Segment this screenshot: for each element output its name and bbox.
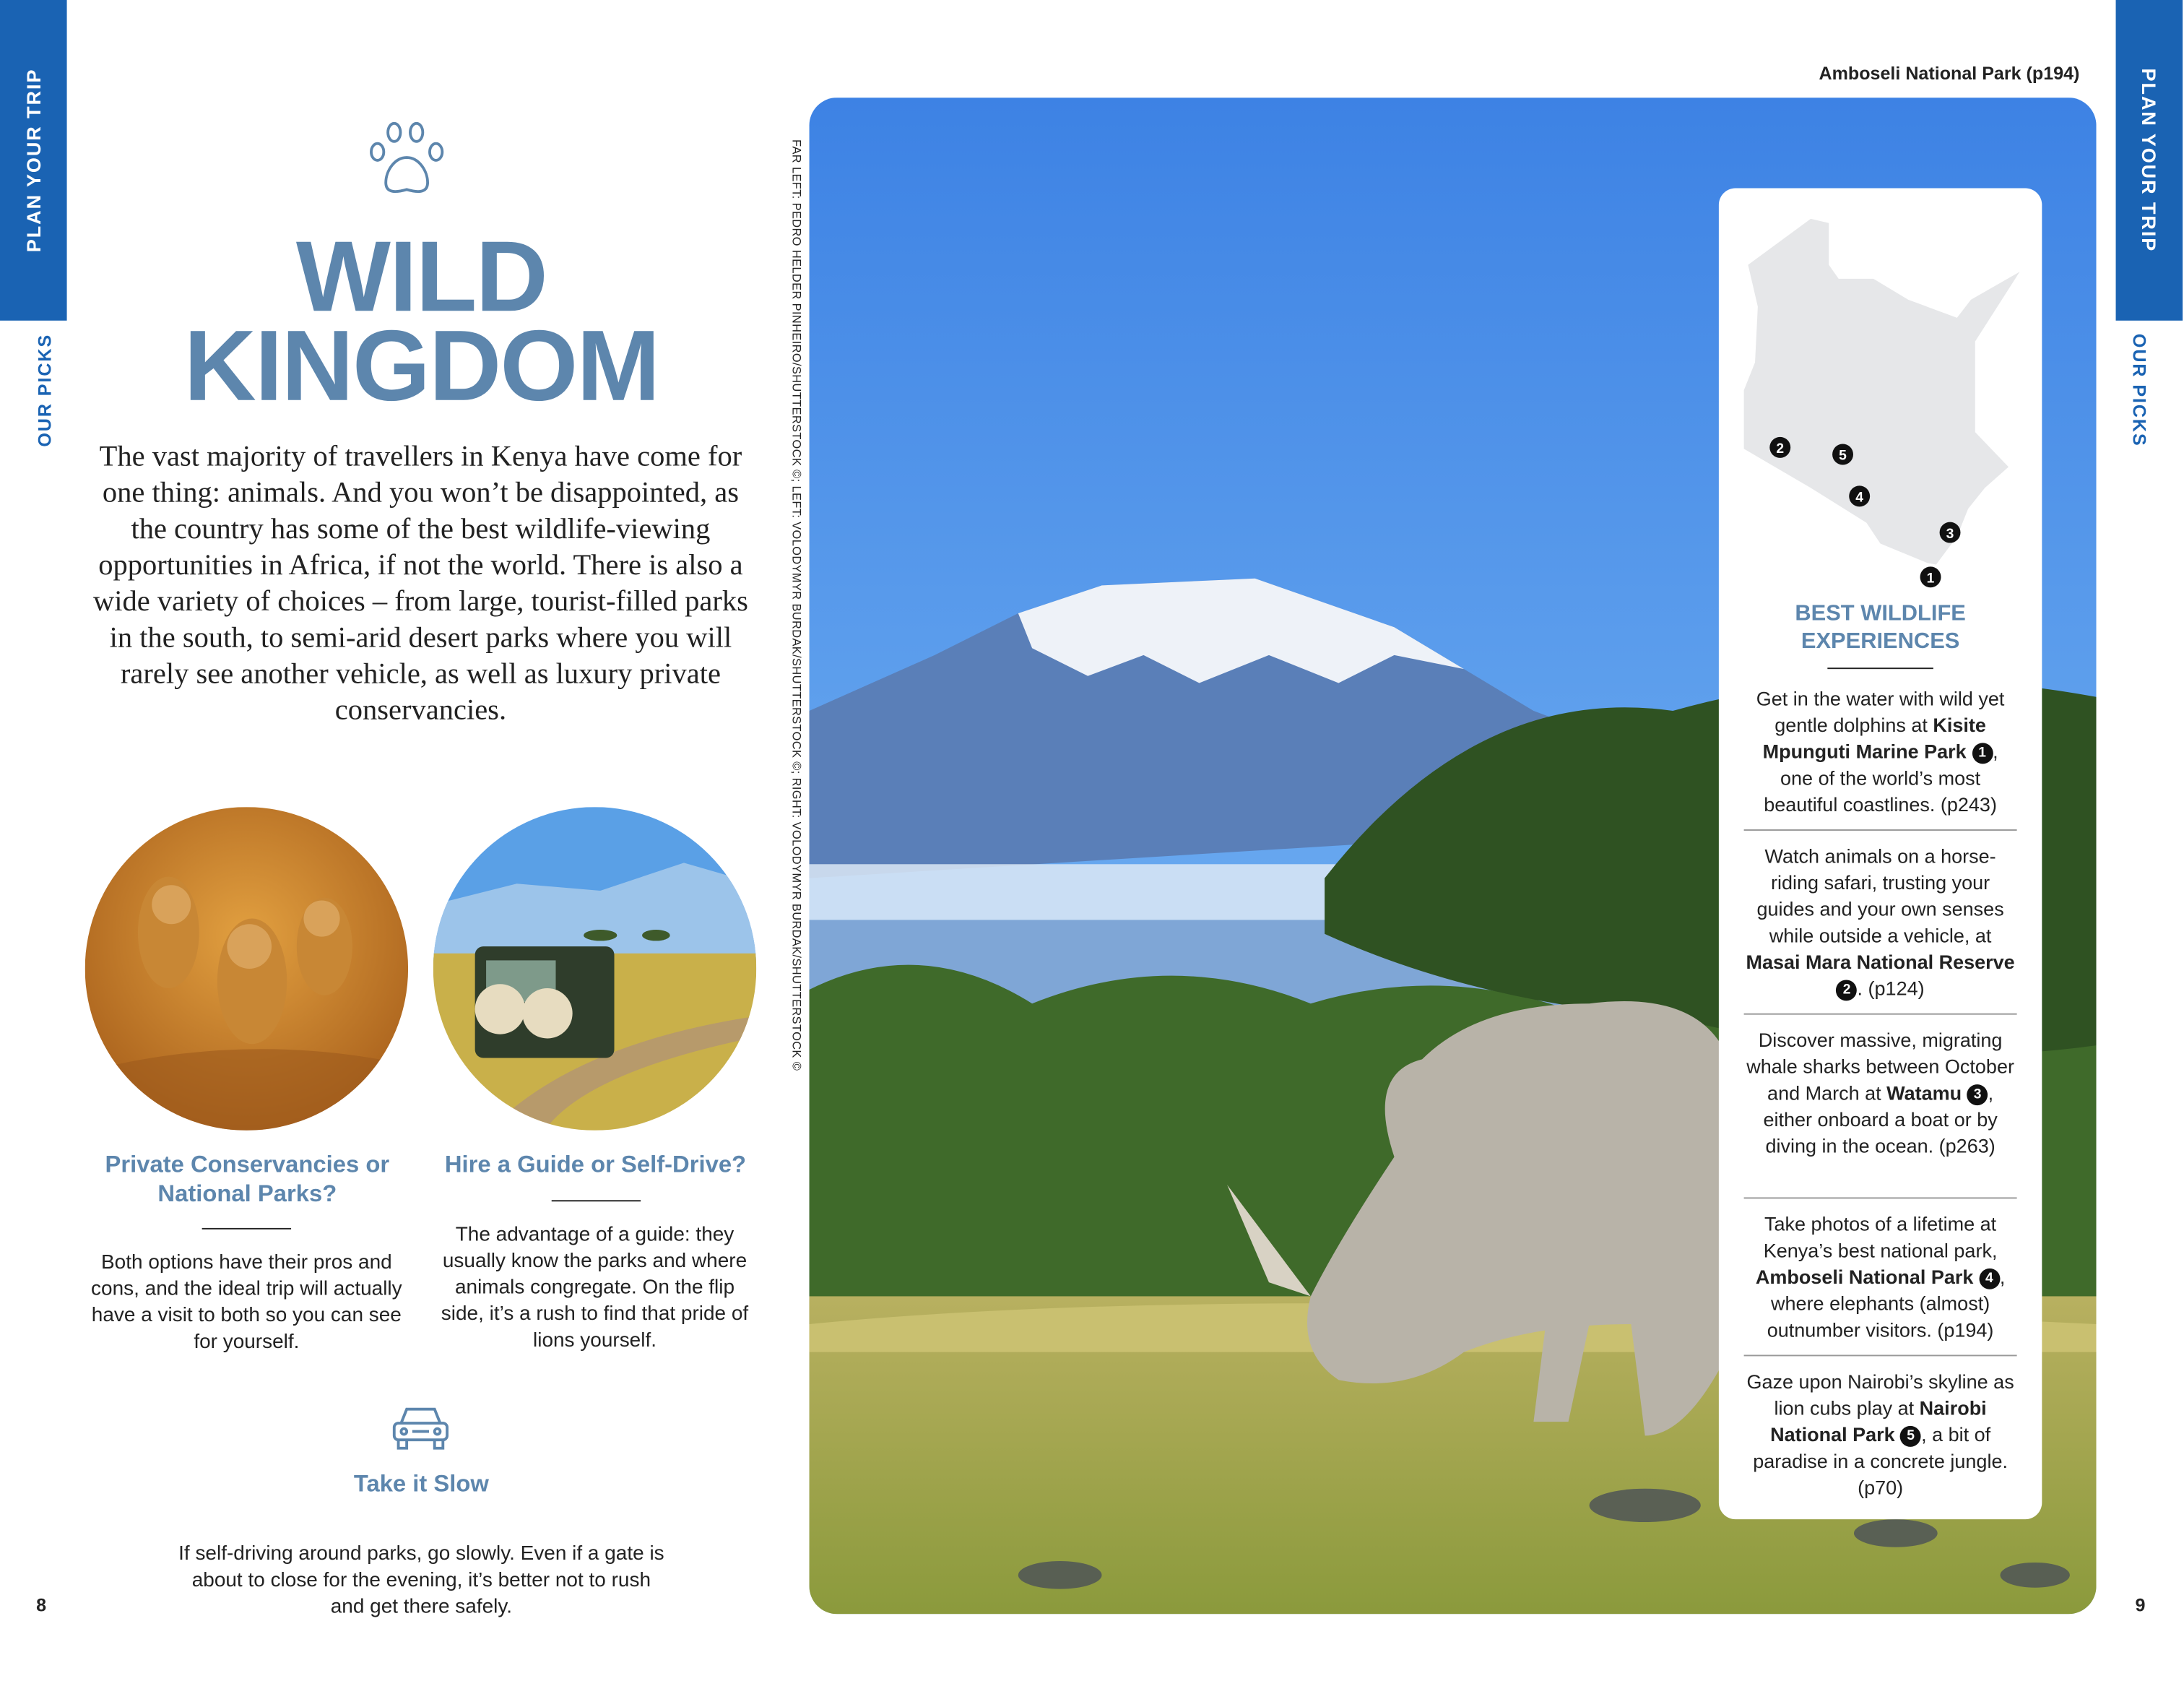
divider <box>1744 1354 2017 1356</box>
experience-item: Get in the water with wild yet gentle dolphins at Kisite Mpunguti Marine Park 1 , one of the world’s most beautiful coastlines. (p243) <box>1756 687 2005 816</box>
map-marker-1: 1 <box>1926 571 1935 587</box>
experience-item: Gaze upon Nairobi’s skyline as lion cubs play at Nairobi National Park 5 , a bit of paradise in a concrete jungle. (p70) <box>1746 1370 2014 1499</box>
section-tab-label: PLAN YOUR TRIP <box>22 68 45 253</box>
best-wildlife-panel <box>1719 188 2042 1519</box>
experience-item: Take photos of a lifetime at Kenya’s best national park, Amboseli National Park 4 , where elephants (almost) outnumber visitors. (p194) <box>1755 1212 2006 1341</box>
page-number-left: 8 <box>36 1594 47 1616</box>
page-title-line1: WILD <box>295 221 547 334</box>
kenya-map <box>1719 188 2042 606</box>
page-number-right: 9 <box>2135 1594 2146 1616</box>
divider <box>1744 1197 2017 1198</box>
lions-photo <box>85 807 408 1131</box>
divider <box>552 1200 641 1201</box>
subsection-label: OUR PICKS <box>34 333 56 447</box>
experience-item: Watch animals on a horse-riding safari, trusting your guides and your own senses while outside a vehicle, at Masai Mara National Reserve 2 . (p124) <box>1746 844 2015 1000</box>
map-marker-5: 5 <box>1839 448 1847 464</box>
map-marker-4: 4 <box>1855 490 1864 506</box>
experience-item: Discover massive, migrating whale sharks between October and March at Watamu 3 , either onboard a boat or by diving in the ocean. (p263) <box>1746 1028 2014 1157</box>
car-icon <box>390 1404 451 1453</box>
panel-heading: BEST WILDLIFE EXPERIENCES <box>1795 602 1966 654</box>
divider <box>1827 667 1933 669</box>
page-title-line2: KINGDOM <box>183 311 659 423</box>
feature-heading: Hire a Guide or Self-Drive? <box>444 1151 747 1178</box>
feature-body: The advantage of a guide: they usually know the parks and where animals congregate. On the flip side, it’s a rush to find that pride of lions yourself. <box>441 1224 749 1352</box>
tip-heading: Take it Slow <box>353 1470 489 1498</box>
safari-vehicle-photo <box>433 807 756 1131</box>
map-marker-3: 3 <box>1946 526 1954 542</box>
section-tab-label: PLAN YOUR TRIP <box>2138 68 2161 253</box>
divider <box>1744 829 2017 831</box>
divider <box>1744 1014 2017 1015</box>
section-tab-left[interactable] <box>0 0 67 321</box>
tip-body: If self-driving around parks, go slowly. Even if a gate is about to close for the evening, it’s better not to rush and get there safely. <box>178 1542 664 1619</box>
map-marker-2: 2 <box>1776 441 1785 457</box>
paw-print-icon <box>366 118 450 199</box>
feature-body: Both options have their pros and cons, and the ideal trip will actually have a visit to both so you can see for yourself. <box>91 1251 402 1354</box>
section-tab-right[interactable] <box>2116 0 2183 321</box>
feature-heading: Private Conservancies or National Parks? <box>105 1151 390 1207</box>
intro-paragraph: The vast majority of travellers in Kenya have come for one thing: animals. And you won’t be disappointed, as the country has some of the best wildlife-viewing opportunities in Africa, if not the world. There is also a wide variety of choices – from large, tourist-filled parks in the south, to semi-arid desert parks where you will rarely see another vehicle, as well as luxury private conservancies. <box>93 438 748 727</box>
subsection-label: OUR PICKS <box>2128 333 2150 447</box>
photo-credits: FAR LEFT: PEDRO HELDER PINHEIRO/SHUTTERSTOCK ©; LEFT: VOLODYMYR BURDAK/SHUTTERSTOCK ©; RIGHT: VOLODYMYR BURDAK/SHUTTERSTOCK © <box>789 139 804 1071</box>
subsection-tab-right[interactable] <box>2106 334 2173 446</box>
photo-caption: Amboseli National Park (p194) <box>1819 62 2080 84</box>
subsection-tab-left[interactable] <box>11 334 78 446</box>
divider <box>202 1228 291 1230</box>
